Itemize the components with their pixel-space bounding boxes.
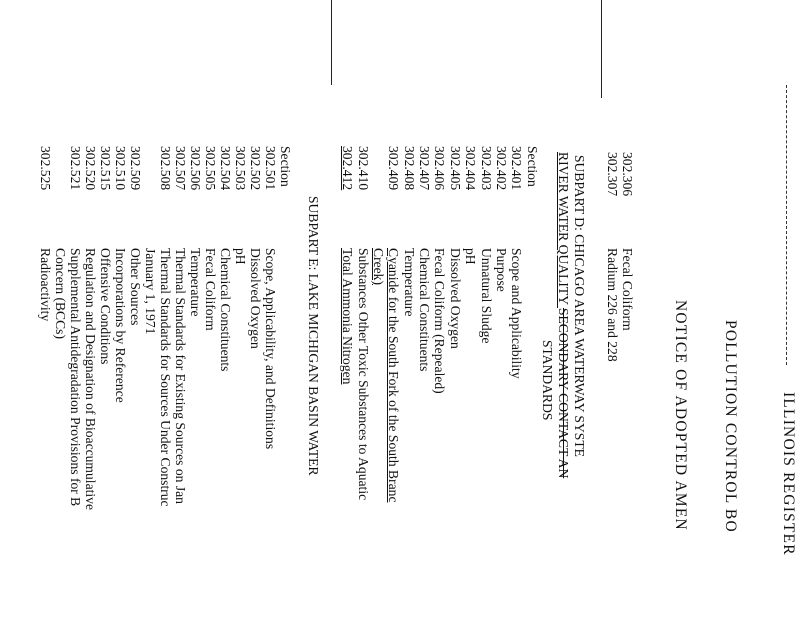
section-number: 302.405	[448, 146, 463, 191]
subpart-d-heading: SUBPART D: CHICAGO AREA WATERWAY SYSTE	[572, 155, 587, 457]
section-title: Unnatural Sludge	[479, 248, 494, 344]
section-number: 302.525	[38, 146, 53, 191]
subpart-e-heading: SUBPART E: LAKE MICHIGAN BASIN WATER	[306, 196, 321, 476]
section-title: Fecal Coliform	[620, 248, 635, 331]
section-number: 302.410	[356, 146, 371, 191]
section-title: Scope and Applicability	[509, 248, 524, 379]
section-title: Fecal Coliform (Repealed)	[432, 248, 447, 394]
section-title: Other Sources	[128, 248, 143, 326]
section-title: Thermal Standards for Sources Under Construc	[158, 248, 173, 507]
section-column-header: Section	[278, 146, 293, 187]
subpart-d-heading-line2: RIVER WATER QUALITY SECONDARY CONTACT AN	[556, 152, 571, 479]
section-number: 302.412	[340, 146, 355, 191]
section-title: Offensive Conditions	[98, 248, 113, 365]
section-title: pH	[233, 248, 248, 265]
section-number: 302.501	[263, 146, 278, 191]
section-column-header: Section	[525, 146, 540, 187]
section-number: 302.407	[417, 146, 432, 191]
section-title: Incorporations by Reference	[113, 248, 128, 403]
section-title: Substances Other Toxic Substances to Aquatic	[356, 248, 371, 501]
board-title: POLLUTION CONTROL BO	[722, 320, 739, 533]
section-number: 302.307	[605, 152, 620, 197]
section-title: Total Ammonia Nitrogen	[340, 248, 355, 385]
section-number: 302.409	[386, 146, 401, 191]
section-number: 302.504	[218, 146, 233, 191]
section-number: 302.401	[509, 146, 524, 191]
section-title: Fecal Coliform	[203, 248, 218, 331]
section-title: Dissolved Oxygen	[448, 248, 463, 349]
section-number: 302.402	[494, 146, 509, 191]
subpart-e-left-rule	[331, 0, 332, 85]
section-number: 302.520	[83, 146, 98, 191]
section-number: 302.505	[203, 146, 218, 191]
section-title: Chemical Constituents	[417, 248, 432, 372]
section-title: Chemical Constituents	[218, 248, 233, 372]
header-top-rule	[786, 85, 787, 365]
register-title: ILLINOIS REGISTER	[780, 392, 797, 556]
section-title: pH	[463, 248, 478, 265]
section-number: 302.408	[402, 146, 417, 191]
section-title: Dissolved Oxygen	[248, 248, 263, 349]
section-number: 302.306	[620, 152, 635, 197]
notice-title: NOTICE OF ADOPTED AMEN	[672, 300, 689, 531]
section-number: 302.510	[113, 146, 128, 191]
section-title: Temperature	[188, 248, 203, 317]
section-title: Supplemental Antidegradation Provisions for B	[68, 248, 83, 507]
section-number: 302.503	[233, 146, 248, 191]
section-number: 302.509	[128, 146, 143, 191]
section-number: 302.502	[248, 146, 263, 191]
section-number: 302.515	[98, 146, 113, 191]
section-title-continued: Creek)	[371, 248, 386, 285]
section-title: Regulation and Designation of Bioaccumulative	[83, 248, 98, 510]
section-title: Purpose	[494, 248, 509, 292]
section-title: Scope, Applicability, and Definitions	[263, 248, 278, 450]
section-title: Cyanide for the South Fork of the South Branc	[386, 248, 401, 503]
section-number: 302.506	[188, 146, 203, 191]
section-number: 302.403	[479, 146, 494, 191]
section-title: Thermal Standards for Existing Sources on Jan	[173, 248, 188, 504]
section-number: 302.404	[463, 146, 478, 191]
section-title-continued: Concern (BCCs)	[53, 248, 68, 339]
section-title: Temperature	[402, 248, 417, 317]
section-number: 302.521	[68, 146, 83, 191]
subpart-d-heading-line3: STANDARDS	[540, 340, 555, 421]
section-title-continued: January 1, 1971	[143, 248, 158, 335]
section-number: 302.508	[158, 146, 173, 191]
section-number: 302.507	[173, 146, 188, 191]
subpart-d-left-rule	[601, 0, 602, 98]
section-title: Radium 226 and 228	[605, 248, 620, 362]
section-title: Radioactivity	[38, 248, 53, 322]
section-number: 302.406	[432, 146, 447, 191]
